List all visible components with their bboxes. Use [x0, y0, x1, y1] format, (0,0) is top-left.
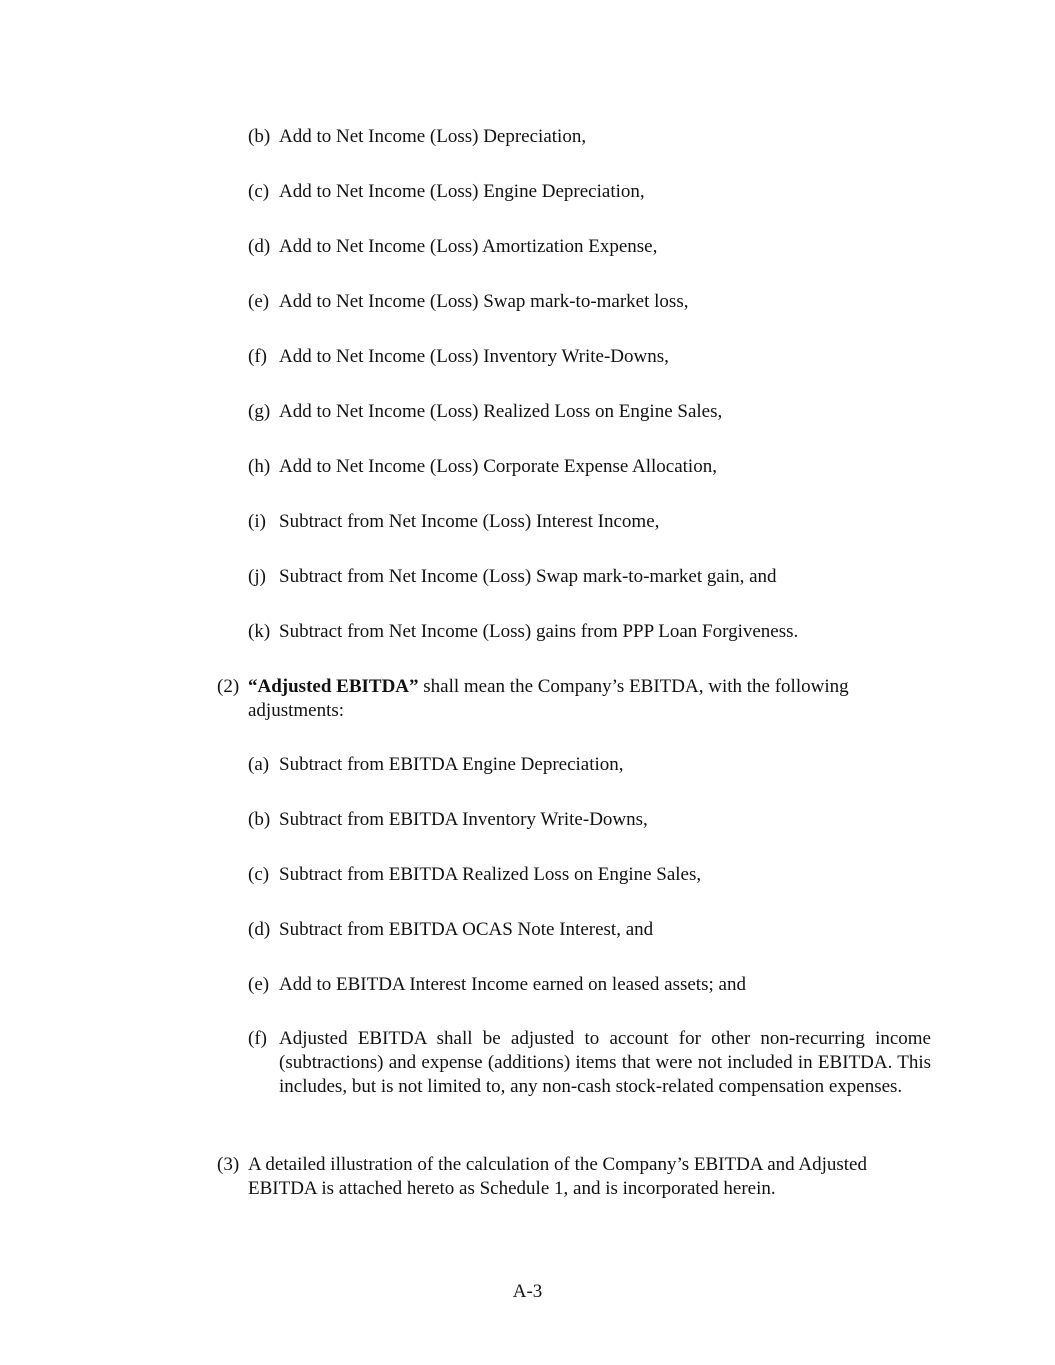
item-label: (e): [248, 974, 270, 995]
item-label: (d): [248, 919, 271, 940]
section-number: (3): [217, 1154, 240, 1175]
defined-term: “Adjusted EBITDA”: [248, 676, 419, 697]
item-text: Add to Net Income (Loss) Depreciation,: [279, 126, 587, 147]
definition-text: shall mean the Company’s EBITDA, with the following adjustments:: [248, 676, 849, 721]
item-label: (j): [248, 566, 266, 587]
item-text: Subtract from Net Income (Loss) gains from PPP Loan Forgiveness.: [279, 621, 799, 642]
item-label: (f): [248, 1028, 267, 1049]
item-text: Add to Net Income (Loss) Amortization Expense,: [279, 236, 658, 257]
item-label: (d): [248, 236, 271, 257]
item-text: Add to Net Income (Loss) Engine Depreciation,: [279, 181, 645, 202]
item-text: Add to Net Income (Loss) Corporate Expense Allocation,: [279, 456, 717, 477]
section3-text: A detailed illustration of the calculation of the Company’s EBITDA and Adjusted EBITDA is attached hereto as Schedule 1, and is incorporated herein.: [248, 1154, 867, 1199]
item-label: (b): [248, 809, 271, 830]
definition-paragraph: [248, 675, 931, 723]
item-text: Add to Net Income (Loss) Swap mark-to-market loss,: [279, 291, 689, 312]
item-text: Subtract from EBITDA Realized Loss on Engine Sales,: [279, 864, 702, 885]
item-label: (a): [248, 754, 270, 775]
item-label: (c): [248, 864, 270, 885]
item-text: Subtract from EBITDA OCAS Note Interest, and: [279, 919, 654, 940]
item-text: Add to Net Income (Loss) Realized Loss on Engine Sales,: [279, 401, 723, 422]
item-text: Subtract from Net Income (Loss) Interest Income,: [279, 511, 660, 532]
item-text: Adjusted EBITDA shall be adjusted to account for other non-recurring income (subtractions) and expense (additions) items that were not included in EBITDA. This includes, but is not limited to, any non-cash stock-related compensation expenses.: [279, 1028, 931, 1097]
item-label: (g): [248, 401, 271, 422]
page-number: A-3: [512, 1281, 543, 1302]
item-label: (i): [248, 511, 266, 532]
item-text: Add to EBITDA Interest Income earned on leased assets; and: [279, 974, 746, 995]
item-text: Subtract from Net Income (Loss) Swap mark-to-market gain, and: [279, 566, 777, 587]
item-text: Add to Net Income (Loss) Inventory Write-Downs,: [279, 346, 669, 367]
item-label: (c): [248, 181, 270, 202]
item-label: (k): [248, 621, 271, 642]
item-label: (b): [248, 126, 271, 147]
item-text: Subtract from EBITDA Engine Depreciation,: [279, 754, 624, 775]
item-label: (h): [248, 456, 271, 477]
item-text: Subtract from EBITDA Inventory Write-Downs,: [279, 809, 648, 830]
item-label: (e): [248, 291, 270, 312]
section-number: (2): [217, 676, 240, 697]
item-label: (f): [248, 346, 267, 367]
